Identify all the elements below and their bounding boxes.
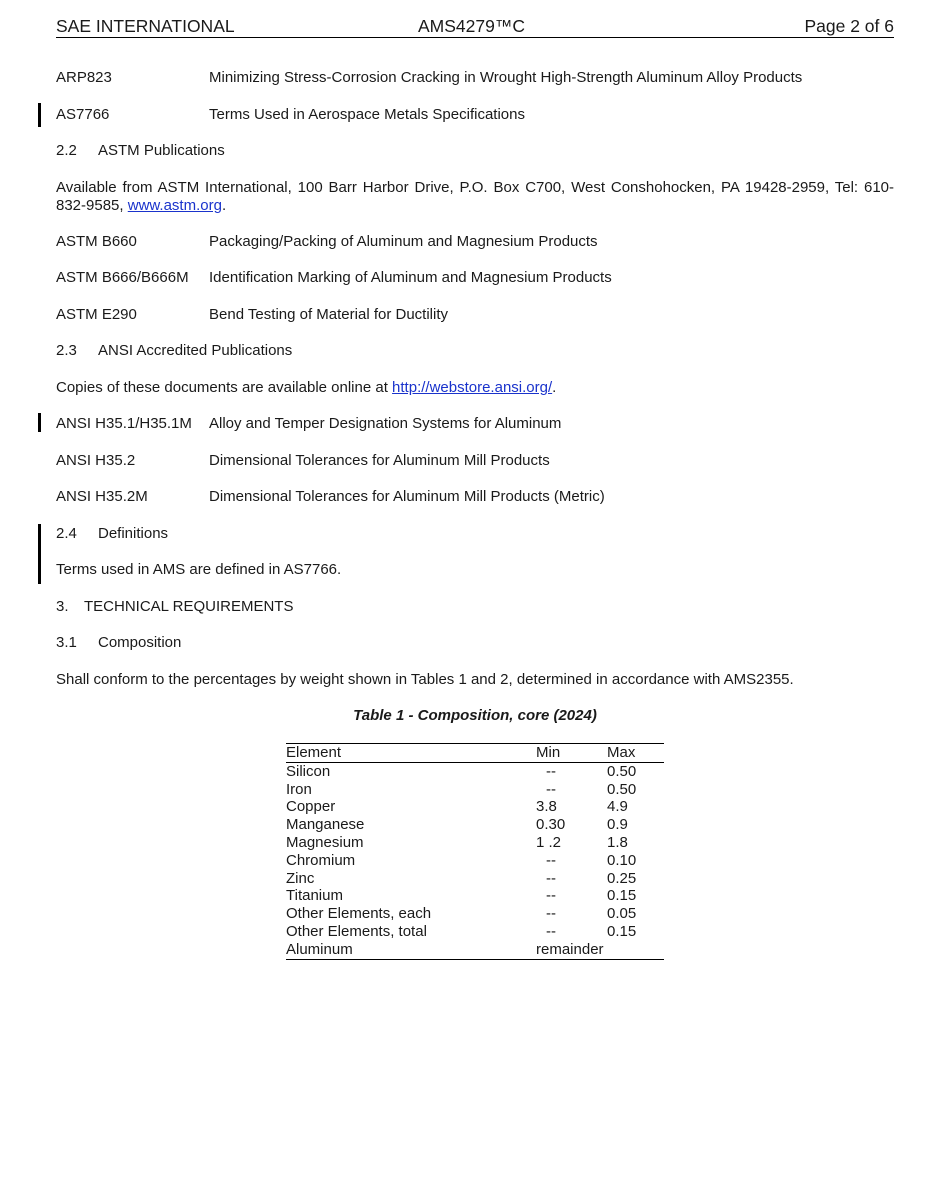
table-row — [286, 781, 664, 799]
min-value: 0.30 — [536, 816, 566, 834]
reference-title: Dimensional Tolerances for Aluminum Mill Products (Metric) — [209, 488, 605, 505]
min-cell — [536, 941, 607, 959]
element-cell: Aluminum — [286, 941, 536, 959]
min-value: 3.8 — [536, 798, 557, 816]
element-cell: Titanium — [286, 887, 343, 905]
page-header — [56, 15, 894, 38]
ansi-availability — [56, 379, 556, 397]
availability-text: Available from ASTM International, 100 Barr Harbor Drive, P.O. Box C700, West Conshohocken, PA 19428-2959, Tel: 610-832-9585, — [56, 179, 894, 214]
min-value: -- — [546, 851, 556, 869]
column-header-min: Min — [536, 744, 607, 763]
table-row — [286, 941, 664, 959]
section-number: 3. — [56, 598, 69, 615]
link-suffix: . — [221, 197, 227, 214]
max-cell: 4.9 — [607, 798, 628, 816]
section-number: 2.2 — [56, 142, 77, 159]
section-title: Composition — [98, 634, 182, 651]
reference-title: Terms Used in Aerospace Metals Specifications — [209, 106, 525, 123]
max-cell: 0.50 — [607, 780, 637, 798]
reference-code: ANSI H35.2M — [56, 488, 148, 505]
reference-item — [56, 306, 448, 324]
min-value: -- — [546, 905, 556, 923]
max-cell: 0.9 — [607, 816, 628, 834]
section-heading — [56, 142, 225, 160]
max-cell: 0.10 — [607, 851, 637, 869]
header-page-number: Page 2 of 6 — [804, 16, 894, 36]
min-cell — [536, 834, 607, 852]
min-value: -- — [546, 922, 556, 940]
reference-code: ASTM E290 — [56, 306, 137, 323]
reference-item — [56, 269, 612, 287]
table-row — [286, 816, 664, 834]
min-value: -- — [546, 780, 556, 798]
max-cell: 1.8 — [607, 833, 628, 851]
reference-title: Alloy and Temper Designation Systems for Aluminum — [209, 415, 562, 432]
revision-bar — [38, 103, 41, 127]
column-header-max: Max — [607, 744, 664, 763]
reference-code: ANSI H35.2 — [56, 452, 136, 469]
section-number: 2.4 — [56, 525, 77, 542]
reference-title: Identification Marking of Aluminum and Magnesium Products — [209, 269, 612, 286]
section-title: Definitions — [98, 525, 169, 542]
element-cell: Iron — [286, 780, 312, 798]
reference-code: AS7766 — [56, 106, 110, 123]
section-number: 2.3 — [56, 342, 77, 359]
reference-title: Minimizing Stress-Corrosion Cracking in Wrought High-Strength Aluminum Alloy Products — [209, 69, 803, 86]
reference-item — [56, 69, 802, 87]
reference-title: Packaging/Packing of Aluminum and Magnesium Products — [209, 233, 598, 250]
element-cell: Silicon — [286, 762, 331, 780]
min-value: 1 .2 — [536, 833, 562, 851]
reference-title: Bend Testing of Material for Ductility — [209, 306, 448, 323]
element-cell: Magnesium — [286, 833, 364, 851]
section-title: ASTM Publications — [98, 142, 225, 159]
reference-code: ASTM B666/B666M — [56, 269, 189, 286]
min-cell — [536, 905, 607, 923]
table-row — [286, 870, 664, 888]
section-heading — [56, 598, 293, 616]
availability-text: Copies of these documents are available online at — [56, 379, 388, 396]
min-cell — [536, 923, 607, 941]
reference-item — [56, 452, 550, 470]
element-cell: Chromium — [286, 851, 356, 869]
section-heading — [56, 342, 292, 360]
reference-item — [56, 233, 598, 251]
astm-availability — [56, 179, 894, 215]
reference-item — [56, 106, 525, 124]
table-row — [286, 887, 664, 905]
header-document-number: AMS4279™C — [418, 16, 525, 36]
reference-item — [56, 488, 605, 506]
section-title: ANSI Accredited Publications — [98, 342, 293, 359]
composition-table — [286, 743, 664, 960]
revision-bar — [38, 524, 41, 584]
max-cell: 0.50 — [607, 762, 637, 780]
min-cell — [536, 887, 607, 905]
table-row — [286, 905, 664, 923]
table-row — [286, 834, 664, 852]
min-cell — [536, 870, 607, 888]
section-title: TECHNICAL REQUIREMENTS — [84, 598, 294, 615]
ansi-webstore-link[interactable]: http://webstore.ansi.org/ — [392, 379, 553, 396]
element-cell: Zinc — [286, 869, 315, 887]
min-cell — [536, 762, 607, 780]
column-header-element: Element — [286, 744, 536, 763]
max-cell — [607, 941, 664, 959]
definitions-text: Terms used in AMS are defined in AS7766. — [56, 561, 342, 578]
max-cell: 0.15 — [607, 887, 637, 905]
element-cell: Copper — [286, 798, 336, 816]
element-cell: Other Elements, each — [286, 905, 432, 923]
reference-title: Dimensional Tolerances for Aluminum Mill Products — [209, 452, 550, 469]
table-row — [286, 798, 664, 816]
section-heading — [56, 634, 181, 652]
min-cell — [536, 798, 607, 816]
link-suffix: . — [552, 379, 557, 396]
min-cell — [536, 852, 607, 870]
reference-code: ANSI H35.1/H35.1M — [56, 415, 192, 432]
min-value: -- — [546, 762, 556, 780]
header-organization: SAE INTERNATIONAL — [56, 16, 235, 36]
max-cell: 0.05 — [607, 905, 637, 923]
table-row — [286, 852, 664, 870]
table-row — [286, 762, 664, 780]
table-row — [286, 923, 664, 941]
max-cell: 0.25 — [607, 869, 637, 887]
element-cell: Manganese — [286, 816, 365, 834]
composition-text: Shall conform to the percentages by weight shown in Tables 1 and 2, determined in accordance with AMS2355. — [56, 671, 794, 688]
astm-website-link[interactable]: www.astm.org — [127, 197, 222, 214]
section-heading — [56, 525, 168, 543]
min-value: remainder — [536, 940, 604, 958]
min-value: -- — [546, 887, 556, 905]
reference-code: ASTM B660 — [56, 233, 137, 250]
min-value: -- — [546, 869, 556, 887]
element-cell: Other Elements, total — [286, 922, 427, 940]
section-number: 3.1 — [56, 634, 77, 651]
min-cell — [536, 781, 607, 799]
reference-code: ARP823 — [56, 69, 112, 86]
revision-bar — [38, 413, 41, 432]
min-cell — [536, 816, 607, 834]
table-header-row — [286, 744, 664, 763]
table-caption: Table 1 - Composition, core (2024) — [353, 707, 597, 724]
reference-item — [56, 415, 561, 433]
max-cell: 0.15 — [607, 922, 637, 940]
